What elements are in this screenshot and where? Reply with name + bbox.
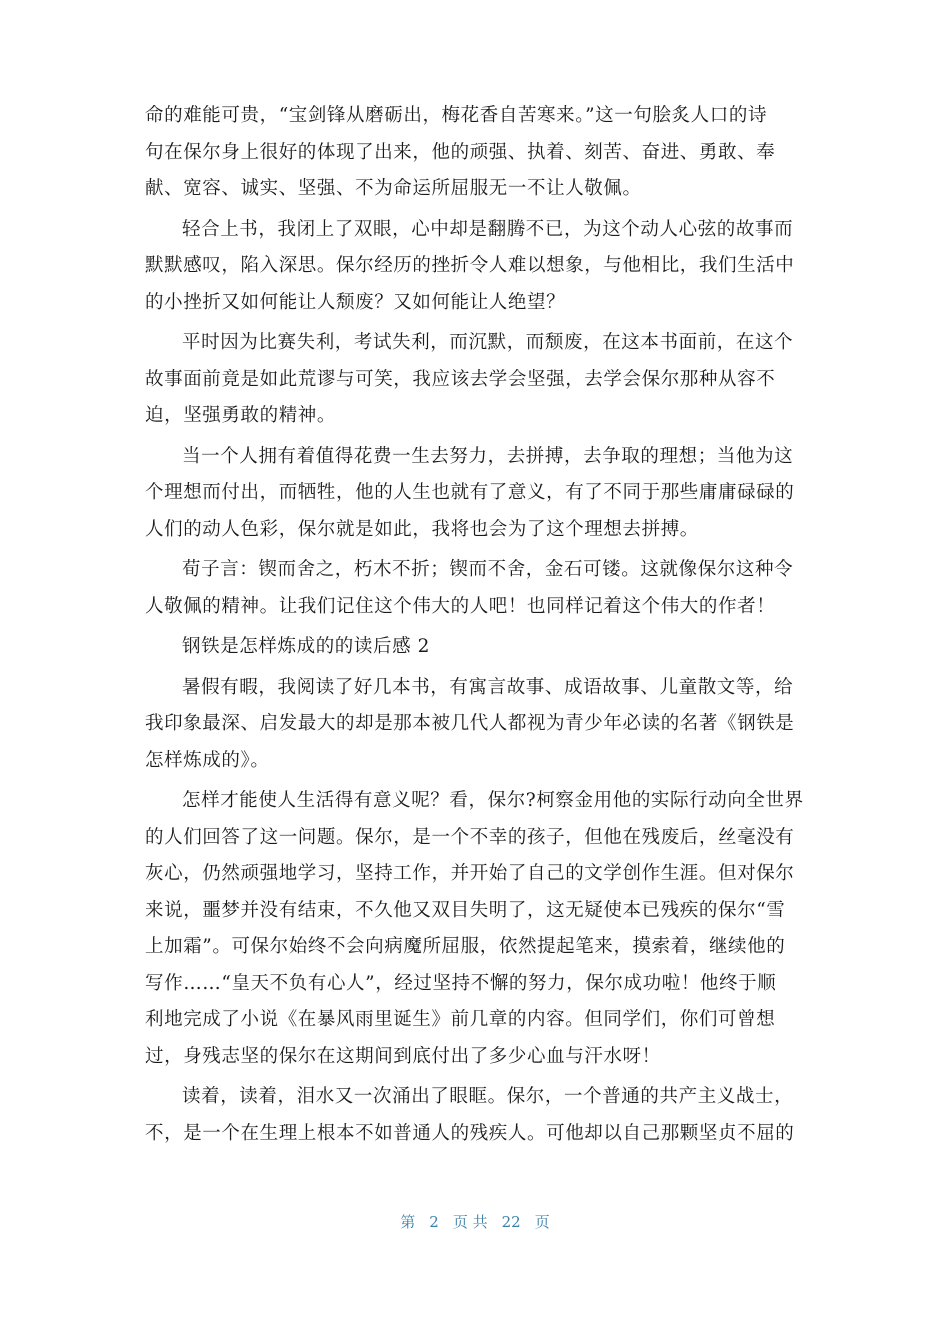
text-line: 平时因为比赛失利，考试失利，而沉默，而颓废，在这本书面前，在这个 bbox=[182, 332, 794, 353]
page-footer bbox=[0, 1211, 950, 1232]
footer-label-end: 页 bbox=[534, 1213, 550, 1231]
text-line: 句在保尔身上很好的体现了出来，他的顽强、执着、刻苦、奋进、勇敢、奉 bbox=[145, 141, 776, 163]
text-line: 迫，坚强勇敢的精神。 bbox=[145, 405, 337, 426]
paragraph bbox=[145, 783, 810, 1075]
text-line: 灰心，仍然顽强地学习，坚持工作，并开始了自己的文学创作生涯。但对保尔 bbox=[145, 863, 795, 884]
text-line: 个理想而付出，而牺牲，他的人生也就有了意义，有了不同于那些庸庸碌碌的 bbox=[145, 482, 795, 503]
paragraph bbox=[145, 670, 810, 780]
text-line: 献、宽容、诚实、坚强、不为命运所屈服无一不让人敬佩。 bbox=[145, 178, 642, 199]
text-line: 暑假有暇，我阅读了好几本书，有寓言故事、成语故事、儿童散文等，给 bbox=[182, 676, 794, 698]
text-line: 来说，噩梦并没有结束，不久他又双目失明了，这无疑使本已残疾的保尔“雪 bbox=[145, 899, 786, 921]
document-body bbox=[145, 98, 810, 1156]
text-line: 读着，读着，泪水又一次涌出了眼眶。保尔，一个普通的共产主义战士， bbox=[182, 1086, 794, 1107]
text-line: 怎样才能使人生活得有意义呢？看，保尔?柯察金用他的实际行动向全世界 bbox=[182, 790, 804, 811]
footer-total-pages: 22 bbox=[501, 1213, 521, 1231]
text-line: 不，是一个在生理上根本不如普通人的残疾人。可他却以自己那颗坚贞不屈的 bbox=[145, 1122, 795, 1144]
text-line: 过，身残志坚的保尔在这期间到底付出了多少心血与汗水呀！ bbox=[145, 1045, 661, 1067]
paragraph bbox=[145, 439, 810, 549]
footer-current-page: 2 bbox=[429, 1213, 439, 1231]
text-line: 命的难能可贵，“宝剑锋从磨砺出，梅花香自苦寒来。”这一句脍炙人口的诗 bbox=[145, 105, 768, 126]
text-line: 当一个人拥有着值得花费一生去努力，去拼搏，去争取的理想；当他为这 bbox=[182, 445, 794, 467]
text-line: 默默感叹，陷入深思。保尔经历的挫折令人难以想象，与他相比，我们生活中 bbox=[145, 255, 795, 276]
paragraph bbox=[145, 98, 810, 208]
text-line: 利地完成了小说《在暴风雨里诞生》前几章的内容。但同学们，你们可曾想 bbox=[145, 1009, 776, 1030]
text-line: 荀子言：锲而舍之，朽木不折；锲而不舍，金石可镂。这就像保尔这种令 bbox=[182, 559, 794, 580]
text-line: 怎样炼成的》。 bbox=[145, 749, 270, 771]
text-line: 的小挫折又如何能让人颓废？又如何能让人绝望？ bbox=[145, 291, 566, 313]
footer-label-page: 第 bbox=[400, 1213, 416, 1231]
text-line: 人们的动人色彩，保尔就是如此，我将也会为了这个理想去拼搏。 bbox=[145, 518, 699, 540]
footer-label-of: 页 共 bbox=[452, 1213, 488, 1231]
text-line: 人敬佩的精神。让我们记住这个伟大的人吧！也同样记着这个伟大的作者！ bbox=[145, 595, 776, 617]
text-line: 上加霜”。可保尔始终不会向病魔所屈服，依然提起笔来，摸索着，继续他的 bbox=[145, 936, 786, 957]
paragraph bbox=[145, 1079, 810, 1152]
text-line: 钢铁是怎样炼成的的读后感 2 bbox=[182, 636, 431, 657]
text-line: 轻合上书，我闭上了双眼，心中却是翻腾不已，为这个动人心弦的故事而 bbox=[182, 218, 794, 240]
text-line: 的人们回答了这一问题。保尔，是一个不幸的孩子，但他在残废后，丝毫没有 bbox=[145, 826, 795, 848]
paragraph bbox=[145, 552, 810, 625]
text-line: 故事面前竟是如此荒谬与可笑，我应该去学会坚强，去学会保尔那种从容不 bbox=[145, 368, 776, 390]
paragraph bbox=[145, 212, 810, 322]
text-line: 写作……“皇天不负有心人”，经过坚持不懈的努力，保尔成功啦！他终于顺 bbox=[145, 972, 777, 994]
text-line: 我印象最深、启发最大的却是那本被几代人都视为青少年必读的名著《钢铁是 bbox=[145, 713, 795, 734]
paragraph bbox=[145, 629, 810, 666]
paragraph bbox=[145, 325, 810, 435]
